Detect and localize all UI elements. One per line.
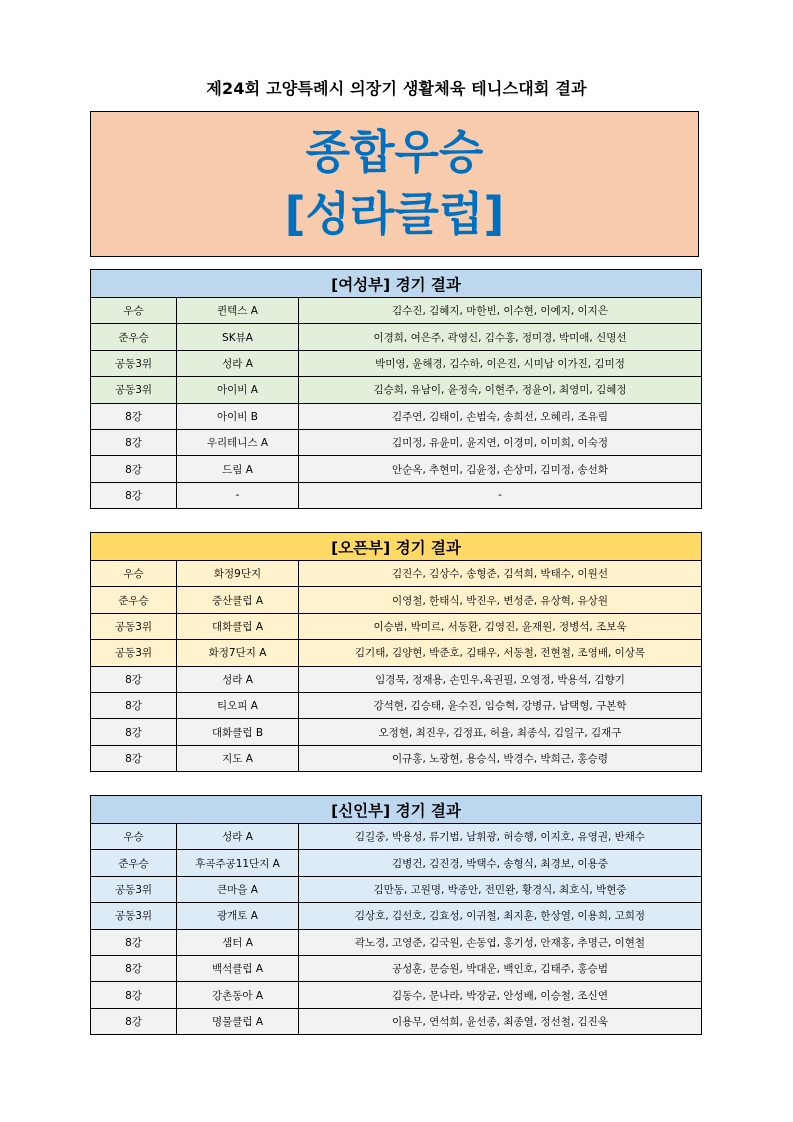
rank-cell: 우승 xyxy=(91,561,177,587)
rank-cell: 8강 xyxy=(91,692,177,718)
members-cell: 김승희, 유남이, 윤정숙, 이현주, 정윤이, 최영미, 김혜정 xyxy=(299,377,702,403)
banner-heading: 종합우승 xyxy=(305,125,484,179)
banner-winner-club: [성라클럽] xyxy=(284,187,505,241)
club-cell: 화정9단지 xyxy=(177,561,299,587)
members-cell: 김길중, 박용성, 류기범, 남휘광, 허승행, 이지호, 유영권, 반채수 xyxy=(299,824,702,850)
rank-cell: 준우승 xyxy=(91,587,177,613)
table-row xyxy=(91,587,702,613)
members-cell: 이규홍, 노광현, 용승식, 박경수, 박희근, 홍승령 xyxy=(299,745,702,771)
club-cell: 성라 A xyxy=(177,350,299,376)
club-cell: 티오피 A xyxy=(177,692,299,718)
rank-cell: 8강 xyxy=(91,429,177,455)
club-cell: 드림 A xyxy=(177,456,299,482)
members-cell: 김만동, 고원명, 박종안, 전민완, 황경식, 최호식, 박현중 xyxy=(299,876,702,902)
table-row xyxy=(91,1008,702,1034)
table-row xyxy=(91,982,702,1008)
table-row xyxy=(91,719,702,745)
club-cell: 명물클럽 A xyxy=(177,1008,299,1034)
club-cell: SK뷰A xyxy=(177,324,299,350)
novice-results-table xyxy=(90,795,702,1035)
members-cell: 김미정, 유윤미, 윤지연, 이경미, 이미희, 이숙정 xyxy=(299,429,702,455)
members-cell: 김상호, 김선호, 김효성, 이귀철, 최지훈, 한상열, 이용희, 고희정 xyxy=(299,903,702,929)
rank-cell: 8강 xyxy=(91,955,177,981)
club-cell: 중산클럽 A xyxy=(177,587,299,613)
table-row xyxy=(91,745,702,771)
rank-cell: 준우승 xyxy=(91,850,177,876)
members-cell: 김주연, 김태이, 손범숙, 송희선, 오혜리, 조유림 xyxy=(299,403,702,429)
members-cell: 강석현, 김승태, 윤수진, 임승혁, 강병규, 남택형, 구본학 xyxy=(299,692,702,718)
members-cell: 공성훈, 문승원, 박대운, 백인호, 김태주, 홍승범 xyxy=(299,955,702,981)
table-row xyxy=(91,850,702,876)
rank-cell: 준우승 xyxy=(91,324,177,350)
table-row xyxy=(91,298,702,324)
rank-cell: 공동3위 xyxy=(91,350,177,376)
rank-cell: 우승 xyxy=(91,824,177,850)
table-row xyxy=(91,903,702,929)
rank-cell: 8강 xyxy=(91,982,177,1008)
club-cell: 성라 A xyxy=(177,824,299,850)
members-cell: 김동수, 문나라, 박장균, 안성배, 이승철, 조신연 xyxy=(299,982,702,1008)
members-cell: 이승범, 박미르, 서동환, 김영진, 윤재원, 정병석, 조보욱 xyxy=(299,613,702,639)
table-row xyxy=(91,666,702,692)
club-cell: 대화클럽 A xyxy=(177,613,299,639)
rank-cell: 공동3위 xyxy=(91,613,177,639)
rank-cell: 우승 xyxy=(91,298,177,324)
members-cell: 이용무, 연석희, 윤선종, 최종열, 정선철, 김진욱 xyxy=(299,1008,702,1034)
table-title: [오픈부] 경기 결과 xyxy=(91,533,702,561)
document-title: 제24회 고양특례시 의장기 생활체육 테니스대회 결과 xyxy=(206,79,587,98)
members-cell: 오정현, 최진우, 김정표, 허율, 최종식, 김일구, 김재구 xyxy=(299,719,702,745)
table-row xyxy=(91,613,702,639)
rank-cell: 공동3위 xyxy=(91,876,177,902)
women-results-table xyxy=(90,269,702,509)
club-cell: 대화클럽 B xyxy=(177,719,299,745)
rank-cell: 8강 xyxy=(91,745,177,771)
table-row xyxy=(91,955,702,981)
table-row xyxy=(91,403,702,429)
club-cell: 퀸텍스 A xyxy=(177,298,299,324)
table-row xyxy=(91,640,702,666)
table-title: [여성부] 경기 결과 xyxy=(91,270,702,298)
members-cell: 김진수, 김상수, 송형준, 김석희, 박태수, 이원선 xyxy=(299,561,702,587)
rank-cell: 8강 xyxy=(91,1008,177,1034)
club-cell: 아이비 B xyxy=(177,403,299,429)
club-cell: 광개토 A xyxy=(177,903,299,929)
members-cell: 김수진, 김혜지, 마한빈, 이수현, 이예지, 이지은 xyxy=(299,298,702,324)
members-cell: 김기태, 김양현, 박준호, 김태우, 서동철, 전현철, 조영배, 이상목 xyxy=(299,640,702,666)
table-row xyxy=(91,350,702,376)
table-row xyxy=(91,324,702,350)
rank-cell: 8강 xyxy=(91,403,177,429)
rank-cell: 공동3위 xyxy=(91,640,177,666)
rank-cell: 공동3위 xyxy=(91,903,177,929)
table-row xyxy=(91,482,702,508)
members-cell: 안순옥, 추현미, 김윤정, 손상미, 김미정, 송선화 xyxy=(299,456,702,482)
table-title: [신인부] 경기 결과 xyxy=(91,796,702,824)
rank-cell: 8강 xyxy=(91,666,177,692)
table-row xyxy=(91,824,702,850)
club-cell: 화정7단지 A xyxy=(177,640,299,666)
table-row xyxy=(91,456,702,482)
club-cell: 샘터 A xyxy=(177,929,299,955)
club-cell: 후곡주공11단지 A xyxy=(177,850,299,876)
members-cell: 김병건, 김진경, 박택수, 송형식, 최경보, 이용중 xyxy=(299,850,702,876)
club-cell: 아이비 A xyxy=(177,377,299,403)
club-cell: 지도 A xyxy=(177,745,299,771)
members-cell: - xyxy=(299,482,702,508)
overall-winner-banner xyxy=(90,111,699,257)
members-cell: 박미영, 윤해경, 김수하, 이은진, 시미남 이가진, 김미정 xyxy=(299,350,702,376)
table-row xyxy=(91,429,702,455)
table-row xyxy=(91,929,702,955)
table-row xyxy=(91,377,702,403)
members-cell: 이경희, 여은주, 곽영신, 김수홍, 정미경, 박미애, 신명선 xyxy=(299,324,702,350)
rank-cell: 8강 xyxy=(91,482,177,508)
club-cell: 성라 A xyxy=(177,666,299,692)
members-cell: 임경묵, 정재용, 손민우,육권필, 오영정, 박용석, 김향기 xyxy=(299,666,702,692)
members-cell: 곽노경, 고영준, 김국원, 손동엽, 홍기성, 안재홍, 추명근, 이현철 xyxy=(299,929,702,955)
rank-cell: 8강 xyxy=(91,719,177,745)
members-cell: 이영철, 한태식, 박진우, 변성준, 유상혁, 유상원 xyxy=(299,587,702,613)
club-cell: 강촌동아 A xyxy=(177,982,299,1008)
open-results-table xyxy=(90,532,702,772)
rank-cell: 8강 xyxy=(91,929,177,955)
table-row xyxy=(91,561,702,587)
club-cell: - xyxy=(177,482,299,508)
club-cell: 백석클럽 A xyxy=(177,955,299,981)
rank-cell: 8강 xyxy=(91,456,177,482)
club-cell: 큰마을 A xyxy=(177,876,299,902)
club-cell: 우리테니스 A xyxy=(177,429,299,455)
table-row xyxy=(91,692,702,718)
rank-cell: 공동3위 xyxy=(91,377,177,403)
table-row xyxy=(91,876,702,902)
